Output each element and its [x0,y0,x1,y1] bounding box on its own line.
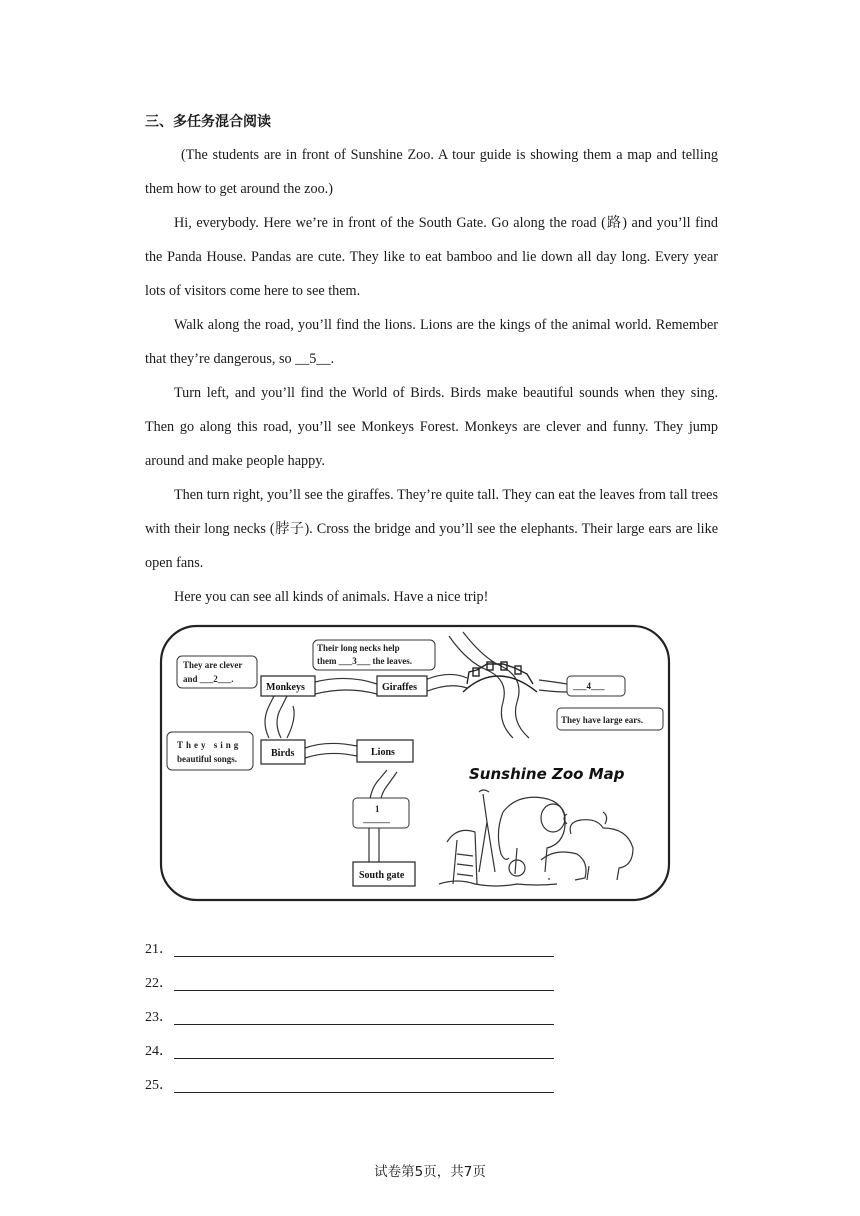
answer-row [145,926,554,960]
section-heading: 三、多任务混合阅读 [145,114,271,130]
svg-text:Giraffes: Giraffes [382,682,417,693]
answer-lines [145,926,554,1096]
answer-blank-line[interactable] [174,970,554,991]
svg-text:Birds: Birds [271,748,295,759]
animals-illustration [439,790,633,886]
answer-row [145,1062,554,1096]
answer-number: 22． [145,976,173,991]
paragraph-intro: (The students are in front of Sunshine Zoo. A tour guide is showing them a map and telling them how to get around the zoo.) [145,147,718,197]
svg-text:Their long necks help: Their long necks help [317,643,400,653]
answer-number: 24． [145,1044,173,1059]
answer-number: 21． [145,942,173,957]
place-monkeys [261,676,315,696]
blank-1-box [353,798,409,828]
svg-text:beautiful songs.: beautiful songs. [177,754,238,764]
giraffes-note [313,640,435,670]
svg-text:They sing: They sing [177,740,242,750]
zoo-map [157,622,673,905]
svg-text:and ___2___.: and ___2___. [183,674,234,684]
paragraph-birds-monkeys: Turn left, and you’ll find the World of Birds. Birds make beautiful sounds when they sing. Then go along this road, you’ll see Monkeys Forest. Monkeys are clever and funny. They jump around and make people happy. [145,385,718,469]
svg-text:______: ______ [363,814,390,824]
answer-blank-line[interactable] [174,1004,554,1025]
svg-text:them ___3___ the leaves.: them ___3___ the leaves. [317,656,412,666]
answer-blank-line[interactable] [174,1072,554,1093]
place-lions [357,740,413,762]
svg-text:Lions: Lions [371,747,395,758]
svg-text:South gate: South gate [359,870,405,881]
answer-blank-line[interactable] [174,936,554,957]
reading-section [145,110,718,614]
paragraph-lions: Walk along the road, you’ll find the lions. Lions are the kings of the animal world. Remember that they’re dangerous, so __5__. [145,317,718,367]
elephants-blank [567,676,625,696]
birds-note [167,732,253,770]
place-giraffes [377,676,427,696]
elephants-note [557,708,663,730]
svg-text:They have large ears.: They have large ears. [561,715,643,725]
monkeys-note [177,656,257,688]
answer-blank-line[interactable] [174,1038,554,1059]
answer-row [145,1028,554,1062]
bridge-icon [463,662,537,692]
page-footer: 试卷第5页，共7页 [374,1164,486,1180]
answer-number: 25． [145,1078,173,1093]
paragraph-south-gate: Hi, everybody. Here we’re in front of the South Gate. Go along the road (路) and you’ll find the Panda House. Pandas are cute. They like to eat bamboo and lie down all day long. Every year lots of visitors come here to see them. [145,215,718,299]
svg-text:Monkeys: Monkeys [266,682,305,693]
place-birds [261,740,305,764]
svg-text:They are clever: They are clever [183,660,243,670]
paragraph-giraffes-elephants: Then turn right, you’ll see the giraffes. They’re quite tall. They can eat the leaves from tall trees with their long necks (脖子). Cross the bridge and you’ll see the elephants. Their large ears are like open fans. [145,487,718,571]
answer-row [145,994,554,1028]
answer-number: 23． [145,1010,173,1025]
paragraph-closing: Here you can see all kinds of animals. Have a nice trip! [174,589,489,605]
answer-row [145,960,554,994]
svg-text:1: 1 [375,804,380,814]
place-south-gate [353,862,415,886]
map-title: Sunshine Zoo Map [469,765,625,783]
svg-text:___4___: ___4___ [573,681,605,691]
